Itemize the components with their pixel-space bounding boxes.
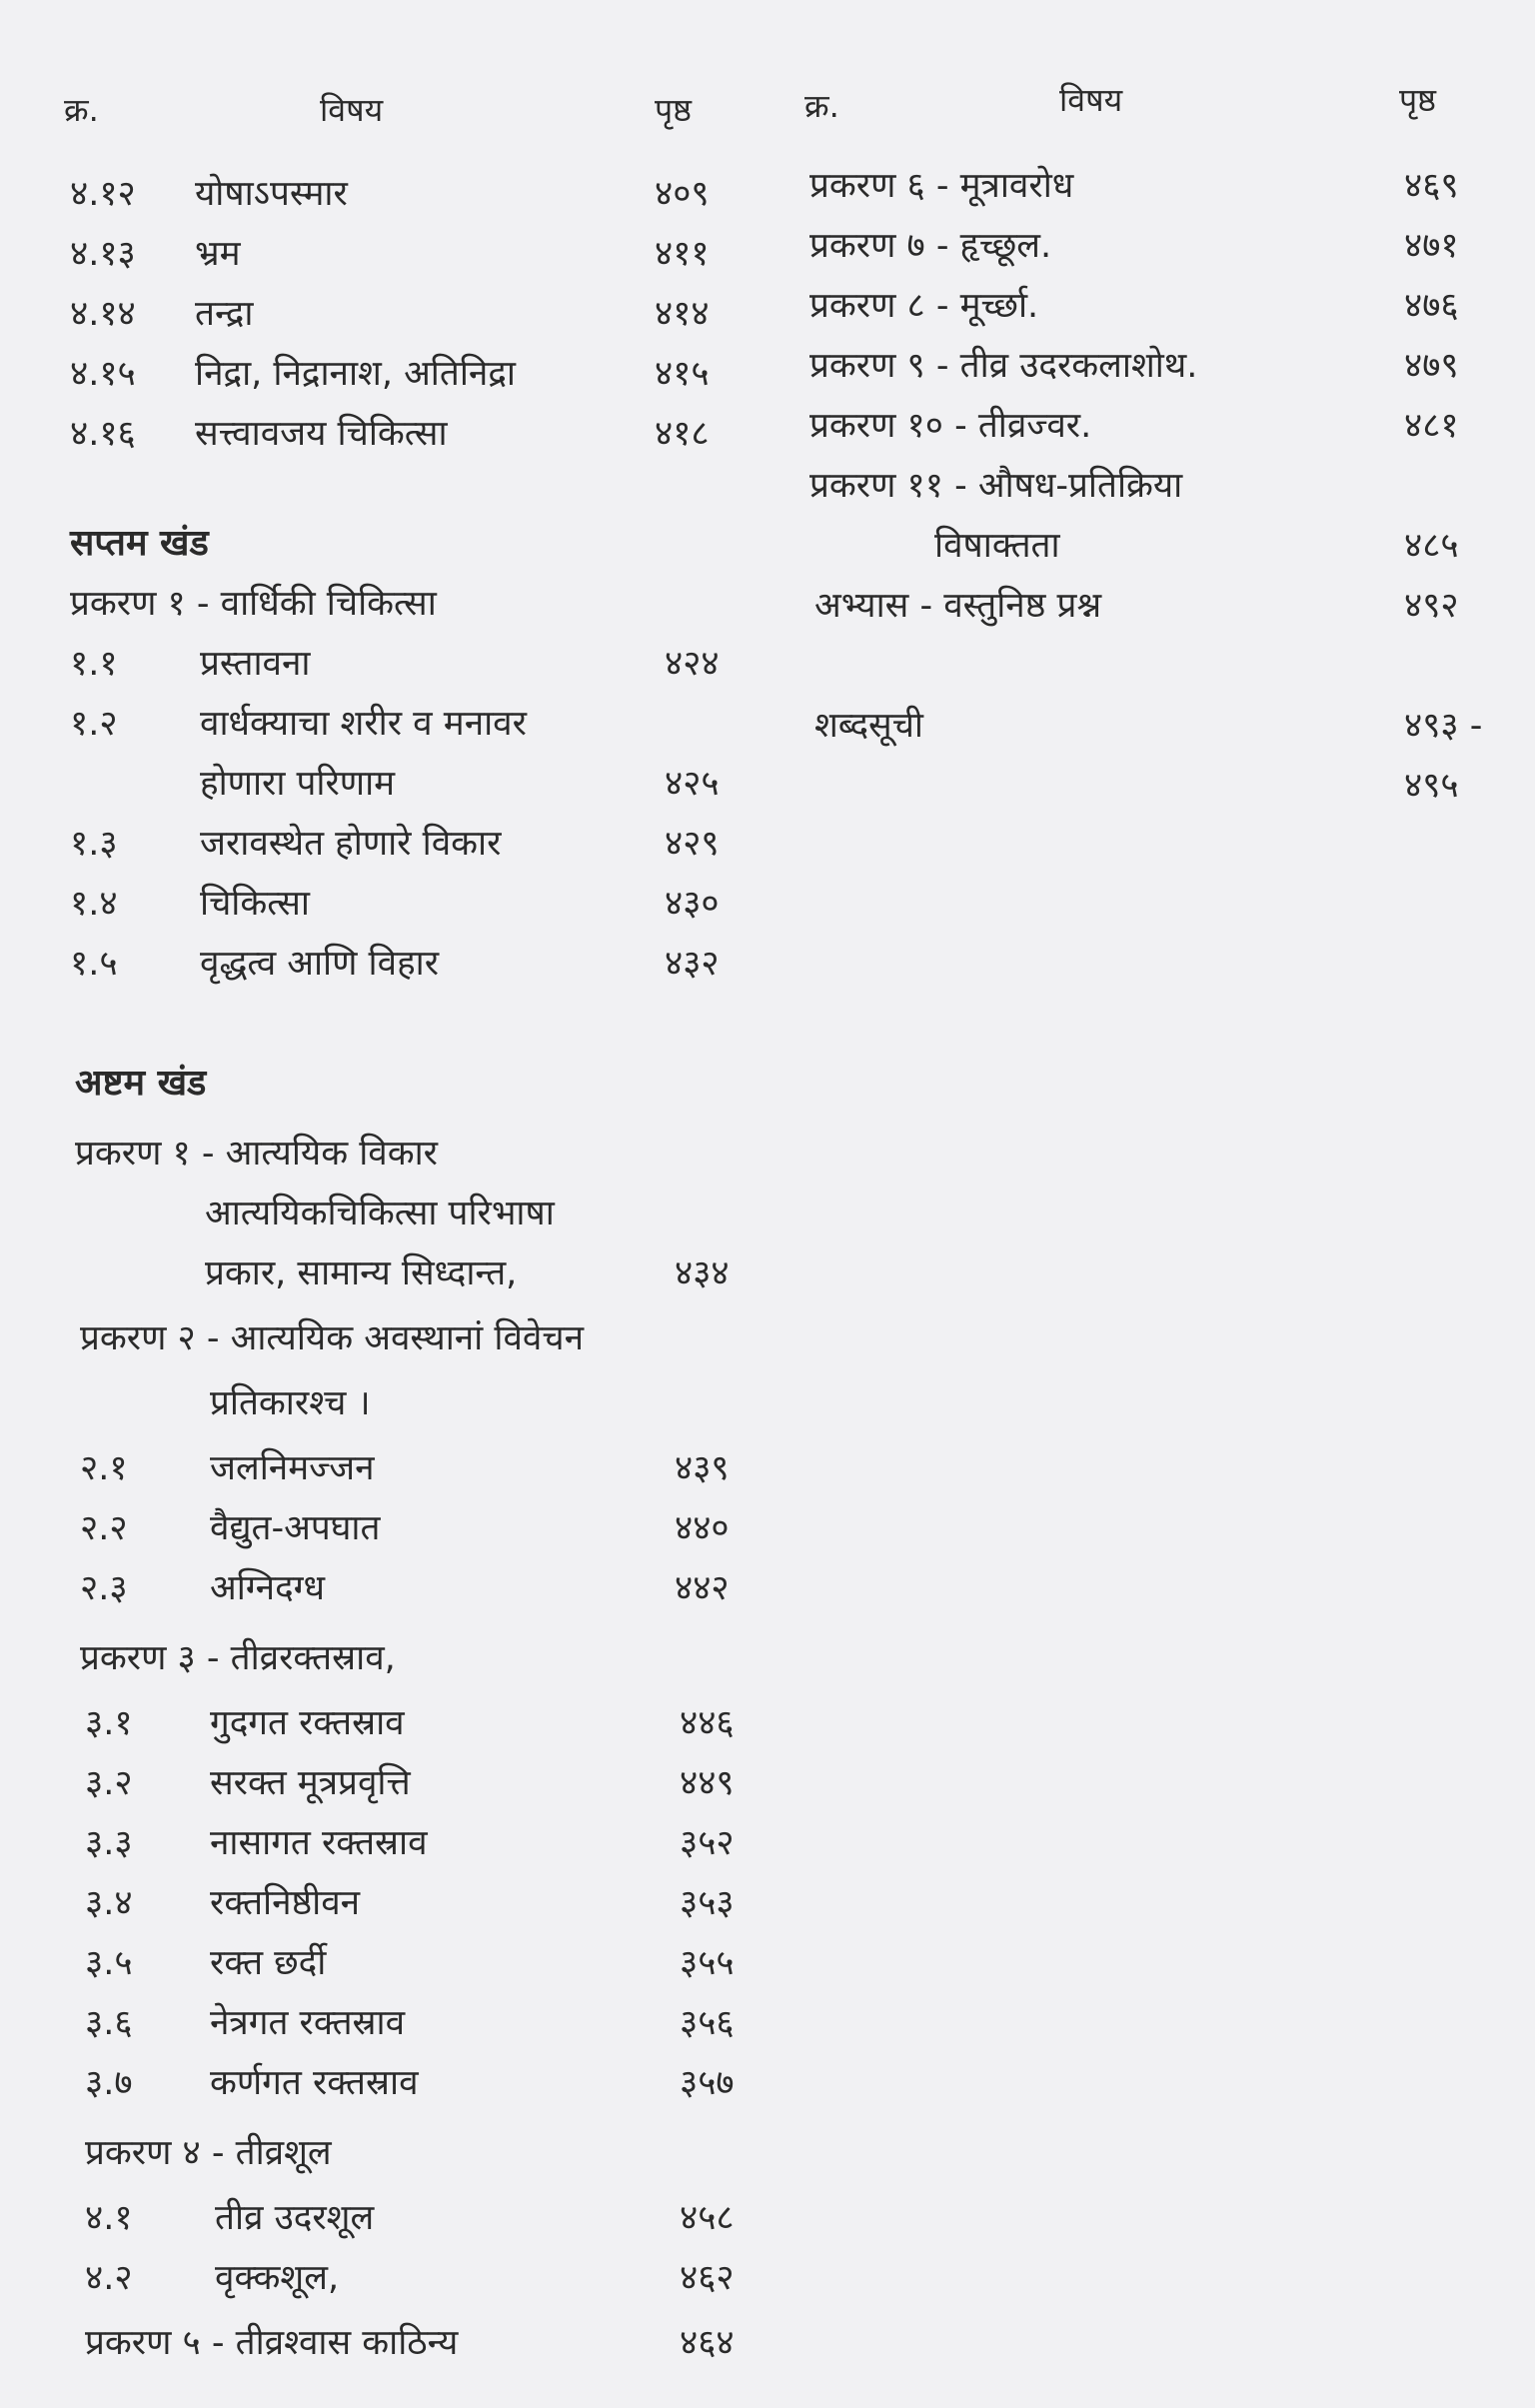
toc-title: गुदगत रक्तस्राव [210,1703,405,1743]
toc-title: प्रकार, सामान्य सिध्दान्त, [205,1253,518,1293]
toc-page: ४२९ [665,824,720,864]
toc-title: प्रकरण १० - तीव्रज्वर. [809,406,1092,446]
toc-number: ४.१५ [70,354,136,394]
header-subject: विषय [320,91,384,129]
toc-title: प्रकरण ८ - मूर्च्छा. [809,286,1039,326]
toc-title: होणारा परिणाम [200,764,396,804]
toc-title: वृक्कशूल, [215,2258,340,2298]
toc-page: ३५५ [680,1943,735,1983]
toc-title: तीव्र उदरशूल [215,2198,375,2238]
toc-title: प्रकरण ६ - मूत्रावरोध [809,166,1074,206]
toc-number: २.१ [80,1448,128,1488]
toc-number: ३.३ [85,1823,133,1863]
header-number: क्र. [804,87,839,125]
toc-page: ४३२ [665,944,720,984]
toc-number: ३.१ [85,1703,133,1743]
index-title: शब्दसूची [814,706,923,746]
toc-title: विषाक्तता [934,526,1060,566]
toc-page: ४२५ [665,764,720,804]
toc-page: ४६२ [680,2258,735,2298]
toc-page: ३५३ [680,1883,735,1923]
section-heading: सप्तम खंड [70,523,209,564]
toc-page: ४७६ [1404,286,1459,326]
toc-number: ३.७ [85,2063,133,2103]
toc-title: तन्द्रा [195,294,254,334]
toc-page: ४७९ [1404,346,1459,386]
toc-page: ४९५ [1404,766,1459,806]
toc-number: ४.१४ [70,294,136,334]
chapter-title: प्रकरण १ - वार्धिकी चिकित्सा [70,584,437,624]
toc-page: ४८५ [1404,526,1459,566]
toc-page: ४१८ [655,414,710,454]
toc-number: ४.१३ [70,234,136,274]
chapter-subtitle: प्रतिकारश्च । [210,1383,371,1423]
toc-title: रक्त छर्दी [210,1943,327,1983]
toc-title: चिकित्सा [200,884,310,924]
toc-number: ३.५ [85,1943,133,1983]
toc-page: ४९२ [1404,586,1459,626]
toc-title: निद्रा, निद्रानाश, अतिनिद्रा [195,354,516,394]
toc-title: प्रकरण ११ - औषध-प्रतिक्रिया [809,466,1183,506]
section-heading: अष्टम खंड [75,1063,207,1104]
toc-number: ३.२ [85,1763,133,1803]
toc-page: ४७१ [1404,226,1459,266]
toc-number: ४.१ [85,2198,133,2238]
toc-title: सरक्त मूत्रप्रवृत्ति [210,1763,411,1803]
toc-title: वैद्युत-अपघात [210,1508,381,1548]
toc-number: १.३ [70,824,118,864]
toc-title: वृद्धत्व आणि विहार [200,944,440,984]
header-number: क्र. [64,91,99,129]
toc-title: जरावस्थेत होणारे विकार [200,824,502,864]
toc-page: ४१४ [655,294,710,334]
toc-title: कर्णगत रक्तस्राव [210,2063,419,2103]
toc-number: २.३ [80,1568,128,1608]
toc-page: ४४९ [680,1763,735,1803]
toc-page: ४४६ [680,1703,735,1743]
toc-title: प्रकरण ७ - हृच्छूल. [809,226,1052,266]
toc-page: ३५७ [680,2063,735,2103]
toc-number: ४.२ [85,2258,133,2298]
toc-page: ३५६ [680,2003,735,2043]
toc-page: ४३० [665,884,720,924]
toc-page: ४८१ [1404,406,1459,446]
toc-title: प्रकरण ५ - तीव्रश्वास काठिन्य [85,2323,459,2363]
chapter-title: प्रकरण १ - आत्ययिक विकार [75,1134,438,1174]
toc-number: ३.६ [85,2003,133,2043]
toc-title: सत्त्वावजय चिकित्सा [195,414,448,454]
chapter-title: प्रकरण ३ - तीव्ररक्तस्राव, [80,1638,396,1678]
toc-page: ४४२ [675,1568,730,1608]
toc-title: प्रकरण ९ - तीव्र उदरकलाशोथ. [809,346,1198,386]
toc-page: ४१५ [655,354,710,394]
toc-number: २.२ [80,1508,128,1548]
toc-title: जलनिमज्जन [210,1448,375,1488]
toc-title: वार्धक्याचा शरीर व मनावर [200,704,527,744]
toc-title: नासागत रक्तस्राव [210,1823,428,1863]
toc-title: नेत्रगत रक्तस्राव [210,2003,406,2043]
header-page: पृष्ठ [1399,81,1437,119]
toc-title: अग्निदग्ध [210,1568,326,1608]
toc-title: रक्तनिष्ठीवन [210,1883,361,1923]
toc-number: १.४ [70,884,118,924]
header-page: पृष्ठ [655,91,693,129]
toc-number: ४.१६ [70,414,136,454]
toc-number: ३.४ [85,1883,133,1923]
toc-page: ४५८ [680,2198,735,2238]
toc-title: योषाऽपस्मार [195,174,348,214]
chapter-title: प्रकरण २ - आत्ययिक अवस्थानां विवेचन [80,1318,585,1358]
toc-title: प्रस्तावना [200,644,311,684]
chapter-subtitle: आत्ययिकचिकित्सा परिभाषा [205,1194,555,1233]
toc-number: १.१ [70,644,118,684]
toc-number: १.५ [70,944,118,984]
toc-page: ४४० [675,1508,730,1548]
toc-page: ४११ [655,234,710,274]
toc-page: ४६४ [680,2323,735,2363]
toc-page: ४६९ [1404,166,1459,206]
toc-number: ४.१२ [70,174,136,214]
toc-number: १.२ [70,704,118,744]
toc-page: ३५२ [680,1823,735,1863]
toc-page: ४०९ [655,174,710,214]
toc-page: ४९३ - [1404,706,1483,746]
toc-page: ४२४ [665,644,720,684]
toc-title: अभ्यास - वस्तुनिष्ठ प्रश्न [814,586,1102,626]
toc-page: ४३४ [675,1253,730,1293]
chapter-title: प्रकरण ४ - तीव्रशूल [85,2133,332,2173]
header-subject: विषय [1059,81,1123,119]
toc-page: ४३९ [675,1448,730,1488]
toc-title: भ्रम [195,234,241,274]
